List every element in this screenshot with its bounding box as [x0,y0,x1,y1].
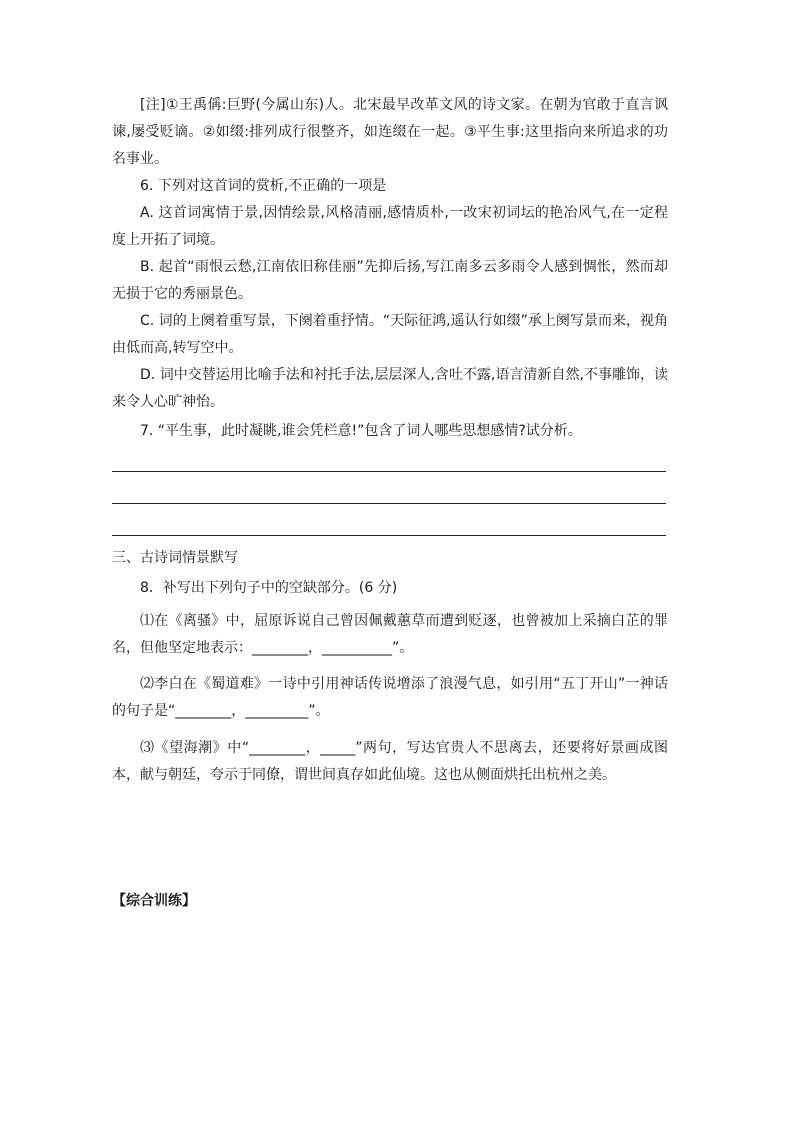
question-8-item-3: ⑶《望海潮》中“________，_____”两句，写达官贵人不思离去，还要将好景画成图本，献与朝廷，夸示于同僚，谓世间真存如此仙境。这也从侧面烘托出杭州之美。 [112,740,668,783]
question-6-option-b: B. 起首“雨恨云愁,江南依旧称佳丽”先抑后扬,写江南多云多雨令人感到惆怅，然而却无损于它的秀丽景色。 [112,259,668,302]
section-3-heading: 三、古诗词情景默写 [112,550,238,566]
question-6-option-c: C. 词的上阕着重写景，下阕着重抒情。“天际征鸿,遥认行如缀”承上阕写景而来，视角由低而高,转写空中。 [112,313,668,356]
question-6-option-a: A. 这首词寓情于景,因情绘景,风格清丽,感情质朴,一改宋初词坛的艳冶风气,在一定程度上开拓了词境。 [112,205,668,248]
question-7-stem: 7. “平生事，此时凝眺,谁会凭栏意!”包含了词人哪些思想感情?试分析。 [140,423,582,439]
question-6-stem: 6. 下列对这首词的赏析,不正确的一项是 [140,178,387,194]
question-8-stem: 8．补写出下列句子中的空缺部分。(6 分) [140,580,398,596]
training-heading: 【综合训练】 [112,893,196,909]
question-6-option-d: D. 词中交替运用比喻手法和衬托手法,层层深人,含吐不露,语言清新自然,不事雕饰，读来令人心旷神怡。 [112,367,668,410]
answer-line-1 [112,471,666,472]
question-8-item-2: ⑵李白在《蜀道难》一诗中引用神话传说增添了浪漫气息，如引用“五丁开山”一神话的句子是“________，_________”。 [112,676,668,719]
answer-line-2 [112,503,666,504]
question-8-item-1: ⑴在《离骚》中，屈原诉说自己曾因佩戴蕙草而遭到贬逐，也曾被加上采摘白芷的罪名，但他坚定地表示：________，__________”。 [112,613,668,656]
answer-line-3 [112,535,666,536]
annotation-note: [注]①王禹偁:巨野(今属山东)人。北宋最早改革文风的诗文家。在朝为官敢于直言讽谏,屡受贬谪。②如缀:排列成行很整齐，如连缀在一起。③平生事:这里指向来所追求的功名事业。 [112,97,668,167]
